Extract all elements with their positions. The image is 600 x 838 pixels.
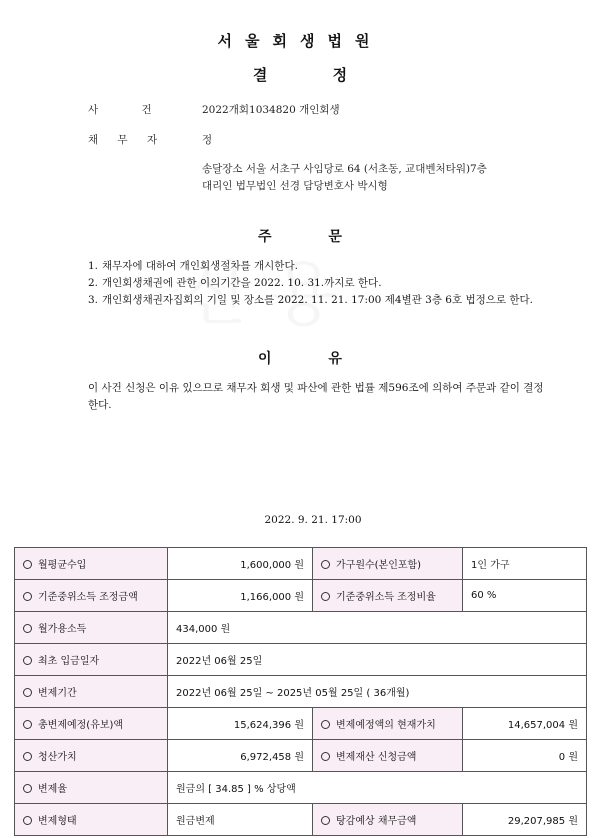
court-name: 서울회생법원 (217, 32, 383, 50)
debtor-label: 채 무 자 (88, 134, 158, 146)
liquidation-label: 청산가치 (15, 740, 168, 772)
repayment-period-value: 2022년 06월 25일 ~ 2025년 05월 25일 ( 36개월) (168, 676, 587, 708)
circle-bullet-icon (23, 656, 32, 665)
table-row (15, 548, 587, 580)
median-ratio-label: 기준중위소득 조정비율 (313, 580, 463, 612)
order-item (88, 258, 548, 275)
circle-bullet-icon (321, 592, 330, 601)
disposable-income-label: 월가용소득 (15, 612, 168, 644)
asset-request-value: 0 원 (463, 740, 587, 772)
order-item (88, 275, 548, 292)
present-value-label: 변제예정액의 현재가치 (313, 708, 463, 740)
household-label: 가구원수(본인포함) (313, 548, 463, 580)
repayment-rate-label: 변제율 (15, 772, 168, 804)
repayment-type-value: 원금변제 (168, 804, 313, 836)
repayment-period-label: 변제기간 (15, 676, 168, 708)
circle-bullet-icon (23, 592, 32, 601)
debtor-value: 정 (202, 134, 213, 146)
liquidation-value: 6,972,458 원 (168, 740, 313, 772)
legal-agent: 대리인 법무법인 선경 담당변호사 박시형 (202, 180, 388, 192)
table-row (15, 804, 587, 836)
asset-request-label: 변제재산 신청금액 (313, 740, 463, 772)
reduction-value: 29,207,985 원 (463, 804, 587, 836)
reason-heading: 이 유 (258, 351, 342, 367)
median-adjusted-value: 1,166,000 원 (168, 580, 313, 612)
order-number: 1. (88, 260, 99, 272)
present-value-value: 14,657,004 원 (463, 708, 587, 740)
table-row (15, 612, 587, 644)
circle-bullet-icon (23, 752, 32, 761)
table-row (15, 644, 587, 676)
circle-bullet-icon (23, 816, 32, 825)
order-number: 3. (88, 294, 99, 306)
circle-bullet-icon (321, 720, 330, 729)
median-ratio-value: 60 % (463, 580, 587, 612)
decision-date: 2022. 9. 21. 17:00 (264, 514, 362, 526)
reduction-label: 탕감예상 채무금액 (313, 804, 463, 836)
order-heading: 주 문 (258, 229, 342, 245)
table-row (15, 676, 587, 708)
order-list (88, 258, 548, 309)
circle-bullet-icon (23, 560, 32, 569)
case-value: 2022개회1034820 개인회생 (202, 104, 340, 116)
circle-bullet-icon (321, 752, 330, 761)
table-row (15, 708, 587, 740)
table-row (15, 580, 587, 612)
circle-bullet-icon (23, 688, 32, 697)
first-payment-label: 최초 입금일자 (15, 644, 168, 676)
order-text: 개인회생채권자집회의 기일 및 장소를 2022. 11. 21. 17:00 제4별관 3층 6호 법정으로 한다. (102, 294, 534, 306)
repayment-rate-value: 원금의 [ 34.85 ] % 상당액 (168, 772, 587, 804)
table-row (15, 740, 587, 772)
monthly-income-value: 1,600,000 원 (168, 548, 313, 580)
repayment-type-label: 변제형태 (15, 804, 168, 836)
total-planned-value: 15,624,396 원 (168, 708, 313, 740)
document-type: 결 정 (252, 66, 348, 84)
reason-text: 이 사건 신청은 이유 있으므로 채무자 회생 및 파산에 관한 법률 제596조에 의하여 주문과 같이 결정한다. (88, 382, 544, 411)
circle-bullet-icon (23, 720, 32, 729)
circle-bullet-icon (23, 784, 32, 793)
household-value: 1인 가구 (463, 548, 587, 580)
case-label: 사 건 (88, 104, 152, 116)
circle-bullet-icon (321, 816, 330, 825)
table-row (15, 772, 587, 804)
order-number: 2. (88, 277, 99, 289)
repayment-info-table (14, 547, 587, 836)
first-payment-value: 2022년 06월 25일 (168, 644, 587, 676)
circle-bullet-icon (321, 560, 330, 569)
total-planned-label: 총변제예정(유보)액 (15, 708, 168, 740)
order-text: 개인회생채권에 관한 이의기간을 2022. 10. 31.까지로 한다. (102, 277, 382, 289)
order-text: 채무자에 대하여 개인회생절차를 개시한다. (102, 260, 298, 272)
circle-bullet-icon (23, 624, 32, 633)
median-adjusted-label: 기준중위소득 조정금액 (15, 580, 168, 612)
order-item (88, 292, 548, 309)
delivery-address: 송달장소 서울 서초구 사임당로 64 (서초동, 교대벤처타워)7층 (202, 163, 487, 175)
disposable-income-value: 434,000 원 (168, 612, 587, 644)
monthly-income-label: 월평균수입 (15, 548, 168, 580)
